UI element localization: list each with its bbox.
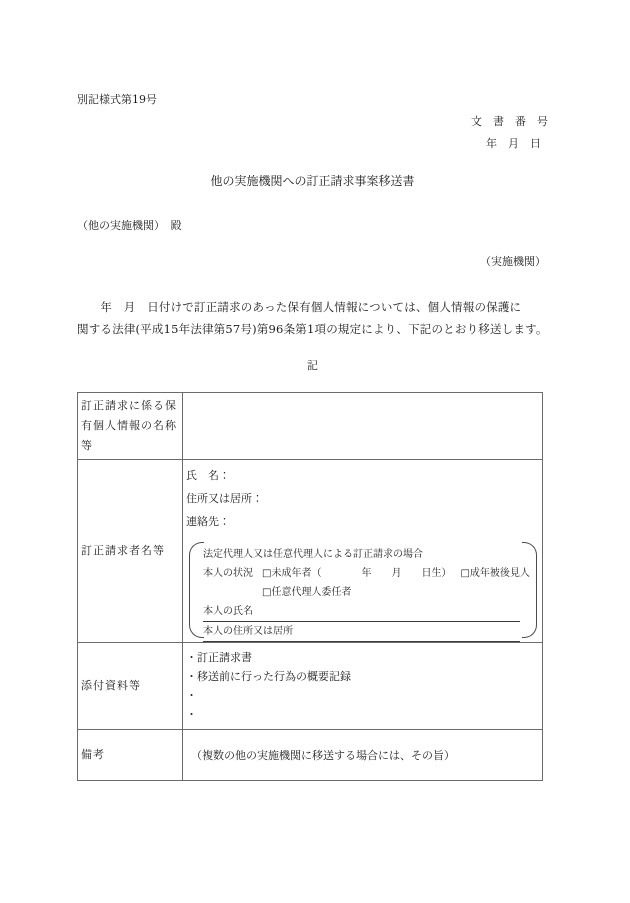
agent-box-title: 法定代理人又は任意代理人による訂正請求の場合 xyxy=(203,549,423,560)
remarks-note: （複数の他の実施機関に移送する場合には、その旨） xyxy=(191,748,455,762)
sender-line: （実施機関） xyxy=(480,255,546,268)
principal-address-field xyxy=(203,623,520,642)
document-title: 他の実施機関への訂正請求事案移送書 xyxy=(210,174,415,188)
row-label-held-info-name: 訂正請求に係る保有個人情報の名称等 xyxy=(78,393,183,460)
remarks-value-cell xyxy=(183,730,543,781)
row-label-remarks: 備考 xyxy=(78,730,183,781)
record-mark: 記 xyxy=(307,359,318,372)
attachment-item: ・ xyxy=(186,689,197,702)
document-content xyxy=(77,92,548,781)
agent-request-box xyxy=(189,542,537,638)
table-row-attachments xyxy=(78,643,543,730)
held-info-name-value-cell xyxy=(183,393,543,460)
right-parenthesis-bracket xyxy=(522,542,537,638)
table-row-held-info-name xyxy=(78,393,543,460)
principal-name-label: 本人の氏名 xyxy=(203,606,253,617)
transfer-details-table xyxy=(77,392,543,781)
addressee-line: （他の実施機関） 殿 xyxy=(77,219,182,232)
date-line: 年 月 日 xyxy=(486,137,541,150)
form-number: 別記様式第19号 xyxy=(77,93,157,106)
principal-status-line xyxy=(203,564,528,583)
checkbox-minor-option: □未成年者（ 年 月 日生） xyxy=(262,568,452,579)
document-number-line: 文 書 番 号 xyxy=(471,115,548,128)
table-row-remarks xyxy=(78,730,543,781)
principal-status-label: 本人の状況 xyxy=(203,568,253,579)
requester-value-cell xyxy=(183,460,543,643)
principal-address-label: 本人の住所又は居所 xyxy=(203,626,293,637)
requester-name-label: 氏 名： xyxy=(186,469,230,482)
checkbox-voluntary-agent-option: □任意代理人委任者 xyxy=(262,587,352,598)
body-line-1: 年 月 日付けで訂正請求のあった保有個人情報については、個人情報の保護に xyxy=(77,300,522,314)
attachment-item: ・訂正請求書 xyxy=(186,651,252,664)
row-label-attachments: 添付資料等 xyxy=(78,643,183,730)
checkbox-adult-ward-option: □成年被後見人 xyxy=(460,568,530,579)
attachments-value-cell xyxy=(183,643,543,730)
left-parenthesis-bracket xyxy=(189,542,204,638)
attachment-item: ・ xyxy=(186,708,197,721)
body-line-2: 関する法律(平成15年法律第57号)第96条第1項の規定により、下記のとおり移送します。 xyxy=(77,322,548,336)
principal-name-field xyxy=(203,603,520,622)
requester-address-label: 住所又は居所： xyxy=(186,492,263,505)
attachment-item: ・移送前に行った行為の概要記録 xyxy=(186,670,351,683)
row-label-requester: 訂正請求者名等 xyxy=(78,460,183,643)
body-paragraph xyxy=(77,296,548,340)
requester-contact-label: 連絡先： xyxy=(186,515,230,528)
table-row-requester xyxy=(78,460,543,643)
